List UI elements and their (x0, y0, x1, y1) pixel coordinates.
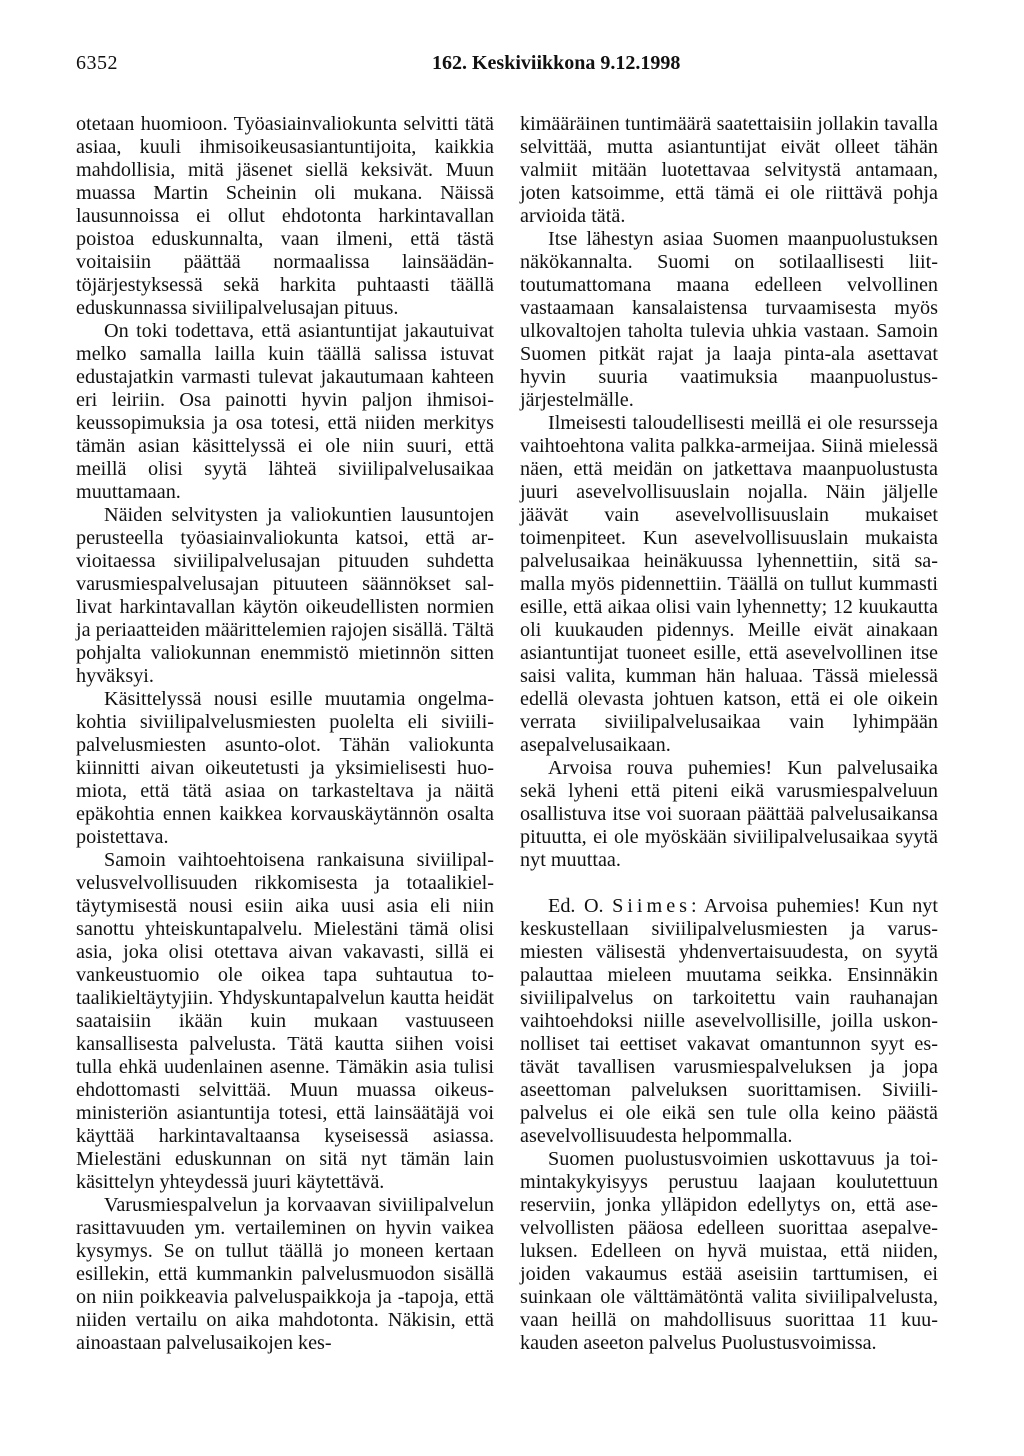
right-column (520, 113, 938, 1355)
paragraph: otetaan huomioon. Työasiainvaliokunta selvitti tätä asiaa, kuuli ihmisoikeusasiantuntijoita, kaikkia mahdollisia, mitä jäsenet siellä keksivät. Muun muassa Martin Scheinin oli mukana. Näissä lausunnoissa ei ollut ehdotonta harkintavallan poistoa eduskunnalta, vaan ilmeni, että tästä voitaisiin päättää normaalissa lainsäädäntöjärjestyksessä sekä harkita puhtaasti täällä eduskunnassa siviilipalvelusajan pituus. (76, 113, 494, 319)
speaker-prefix: Ed. O. (548, 895, 604, 917)
paragraph: Käsittelyssä nousi esille muutamia ongelmakohtia siviilipalvelusmiesten puolelta eli siviilipalvelusmiesten asunto-olot. Tähän valiokunta kiinnitti aivan oikeutetusti ja yksimielisesti huomiota, että tätä asiaa on tarkasteltava ja näitä epäkohtia ennen kaikkea korvauskäytännön osalta poistettava. (76, 688, 494, 848)
paragraph: Näiden selvitysten ja valiokuntien lausuntojen perusteella työasiainvaliokunta katsoi, että arvioitaessa siviilipalvelusajan pituuden suhdetta varusmiespalvelusajan pituuteen säännökset sallivat harkintavallan käytön oikeudellisten normien ja periaatteiden määrittelemien rajojen sisällä. Tältä pohjalta valiokunnan enemmistö mietinnön sitten hyväksyi. (76, 504, 494, 687)
paragraph: On toki todettava, että asiantuntijat jakautuivat melko samalla lailla kuin täällä salissa istuvat edustajatkin varmasti tulevat jakautumaan kahteen eri leiriin. Osa painotti hyvin paljon ihmisoikeussopimuksia ja osa totesi, että niiden merkitys tämän asian käsittelyssä ei ole niin suuri, että meillä olisi syytä lähteä siviilipalvelusaikaa muuttamaan. (76, 320, 494, 503)
paragraph: Arvoisa rouva puhemies! Kun palvelusaika sekä lyheni että piteni eikä varusmiespalveluun osallistuva itse voi suoraan päättää palvelusaikansa pituutta, ei ole myöskään siviilipalvelusaikaa syytä nyt muuttaa. (520, 757, 938, 871)
speaker-text: : Arvoisa puhemies! Kun nyt keskustellaan siviilipalvelusmiesten ja varusmiesten välisestä yhdenvertaisuudesta, on syytä palauttaa mieleen muutama seikka. Ensinnäkin siviilipalvelus on tarkoitettu vain rauhanajan vaihtoehdoksi niille asevelvollisille, joilla uskonnolliset tai eettiset vakavat omantunnon syyt estävät tavallisen varusmiespalveluksen ja jopa aseettoman palveluksen suorittamisen. Siviilipalvelus ei ole eikä sen tule olla keino päästä asevelvollisuudesta helpommalla. (520, 895, 938, 1147)
page-number: 6352 (76, 52, 118, 74)
running-head: 162. Keskiviikkona 9.12.1998 (432, 52, 681, 74)
paragraph: Ilmeisesti taloudellisesti meillä ei ole resursseja vaihtoehtona valita palkka-armeijaa. Siinä mielessä näen, että meidän on jatkettava maanpuolustusta juuri asevelvollisuuslain nojalla. Näin jäljelle jäävät vain asevelvollisuuslain mukaiset toimenpiteet. Kun asevelvollisuuslain mukaista palvelusaikaa heinäkuussa lyhennettiin, sitä samalla myös pidennettiin. Täällä on tullut kummasti esille, että aikaa olisi vain lyhennetty; 12 kuukautta oli kuukauden pidennys. Meille eivät ainakaan asiantuntijat tuoneet esille, että asevelvollinen itse saisi valita, kumman hän haluaa. Tässä mielessä edellä olevasta johtuen katson, että ei ole oikein verrata siviilipalvelusaikaa vain lyhimpään asepalvelusaikaan. (520, 412, 938, 756)
paragraph: Itse lähestyn asiaa Suomen maanpuolustuksen näkökannalta. Suomi on sotilaallisesti liittoutumattomana maana edelleen velvollinen vastaamaan kansalaistensa turvaamisesta myös ulkovaltojen taholta tulevia uhkia vastaan. Samoin Suomen pitkät rajat ja laaja pinta-ala asettavat hyvin suuria vaatimuksia maanpuolustusjärjestelmälle. (520, 228, 938, 411)
paragraph: kimääräinen tuntimäärä saatettaisiin jollakin tavalla selvittää, mutta asiantuntijat eivät olleet tähän valmiit mitään luotettavaa selvitystä antamaan, joten katsoimme, että tämä ei ole riittävä pohja arvioida tätä. (520, 113, 938, 227)
paragraph: Varusmiespalvelun ja korvaavan siviilipalvelun rasittavuuden ym. vertaileminen on hyvin vaikea kysymys. Se on tullut täällä jo moneen kertaan esillekin, että kummankin palvelusmuodon sisällä on niin poikkeavia palveluspaikkoja ja -tapoja, että niiden vertailu on aika mahdotonta. Näkisin, että ainoastaan palvelusaikojen kes- (76, 1194, 494, 1354)
speaker-paragraph (520, 895, 938, 1148)
paragraph: Samoin vaihtoehtoisena rankaisuna siviilipalvelusvelvollisuuden rikkomisesta ja totaalikieltäytymisestä nousi esiin aika uusi asia eli niin sanottu yhteiskuntapalvelu. Mielestäni tämä olisi asia, joka olisi otettava aivan vakavasti, sillä ei vankeustuomio ole oikea tapa suhtautua totaalikieltäytyjiin. Yhdyskuntapalvelun kautta heidät saataisiin ikään kuin mukaan vastuuseen kansallisesta palvelusta. Tätä kautta siihen voisi tulla ehkä uudenlainen asenne. Tämäkin asia tulisi ehdottomasti selvittää. Muun muassa oikeusministeriön asiantuntija totesi, että lainsäätäjä voi käyttää harkintavaltaansa kyseisessä asiassa. Mielestäni eduskunnan on sitä nyt tämän lain käsittelyn yhteydessä juuri käytettävä. (76, 849, 494, 1193)
left-column (76, 113, 494, 1355)
paragraph: Suomen puolustusvoimien uskottavuus ja toimintakykyisyys perustuu laajaan koulutettuun reserviin, jonka ylläpidon edellytys on, että asevelvollisten pääosa edelleen suorittaa asepalveluksen. Edelleen on hyvä muistaa, että niiden, joiden vakaumus estää aseisiin tarttumisen, ei suinkaan ole välttämätöntä valita siviilipalvelusta, vaan heillä on mahdollisuus suorittaa 11 kuukauden aseeton palvelus Puolustusvoimissa. (520, 1148, 938, 1354)
speaker-name: Siimes (612, 895, 692, 917)
